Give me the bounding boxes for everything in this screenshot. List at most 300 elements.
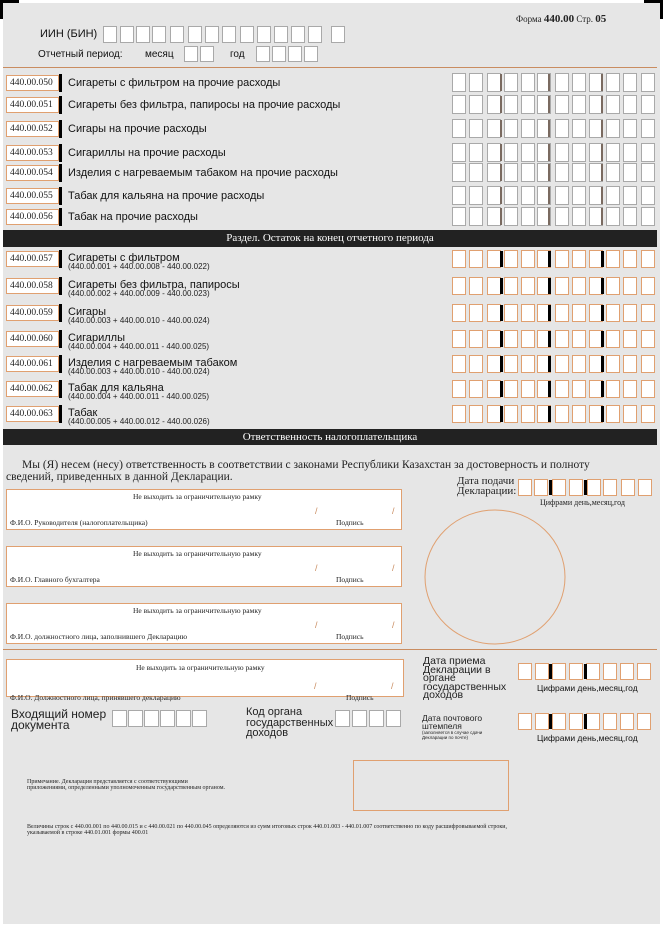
code-bar bbox=[59, 96, 62, 114]
amount-cell[interactable] bbox=[521, 330, 535, 348]
date-cell[interactable] bbox=[638, 479, 652, 496]
amount-cell[interactable] bbox=[521, 250, 535, 268]
line-formula: (440.00.004 + 440.00.011 - 440.00.025) bbox=[68, 342, 210, 351]
period-label: Отчетный период: bbox=[38, 49, 123, 60]
iin-cell[interactable] bbox=[257, 26, 271, 43]
iin-cell[interactable] bbox=[103, 26, 117, 43]
iin-cell[interactable] bbox=[136, 26, 150, 43]
date-separator bbox=[549, 664, 552, 679]
amount-cell[interactable] bbox=[606, 304, 620, 322]
amount-cell[interactable] bbox=[623, 304, 637, 322]
amount-cell[interactable] bbox=[623, 380, 637, 398]
incoming-cell[interactable] bbox=[176, 710, 191, 727]
amount-cell[interactable] bbox=[606, 73, 620, 92]
amount-cell[interactable] bbox=[469, 163, 483, 182]
incoming-cell[interactable] bbox=[160, 710, 175, 727]
amount-cell[interactable] bbox=[504, 186, 518, 205]
amount-cell[interactable] bbox=[641, 380, 655, 398]
amount-cell[interactable] bbox=[623, 405, 637, 423]
frame-hint: Не выходить за ограничительную рамку bbox=[133, 606, 262, 615]
thousands-separator bbox=[500, 406, 503, 422]
label-line: доходов bbox=[423, 689, 464, 702]
date-cell[interactable] bbox=[518, 479, 532, 496]
amount-cell[interactable] bbox=[623, 163, 637, 182]
slash-mark: / bbox=[315, 506, 318, 516]
amount-cell[interactable] bbox=[555, 143, 569, 162]
responsibility-text-2: сведений, приведенных в данной Декларации. bbox=[6, 471, 233, 483]
iin-cell[interactable] bbox=[205, 26, 219, 43]
date-cell[interactable] bbox=[637, 713, 651, 730]
amount-cell[interactable] bbox=[487, 73, 501, 92]
amount-cell[interactable] bbox=[555, 73, 569, 92]
signature-label: Подпись bbox=[336, 575, 364, 584]
amount-cell[interactable] bbox=[641, 163, 655, 182]
line-code: 440.00.053 bbox=[6, 145, 59, 161]
amount-cell[interactable] bbox=[469, 143, 483, 162]
amount-cell[interactable] bbox=[452, 95, 466, 114]
amount-cell[interactable] bbox=[572, 186, 586, 205]
authority-code-cell[interactable] bbox=[352, 710, 367, 727]
thousands-separator bbox=[500, 305, 503, 321]
thousands-separator bbox=[548, 96, 550, 113]
amount-cell[interactable] bbox=[469, 304, 483, 322]
amount-cell[interactable] bbox=[452, 119, 466, 138]
label-line: (заполняется в случае сдачи bbox=[422, 730, 483, 735]
thousands-separator bbox=[500, 356, 503, 372]
amount-cell[interactable] bbox=[572, 355, 586, 373]
line-label: Табак bbox=[68, 407, 98, 419]
section-responsibility-title: Ответственность налогоплательщика bbox=[3, 429, 657, 445]
footer-rule bbox=[27, 824, 507, 836]
amount-cell[interactable] bbox=[469, 73, 483, 92]
amount-cell[interactable] bbox=[641, 186, 655, 205]
date-cell[interactable] bbox=[569, 663, 583, 680]
date-cell[interactable] bbox=[518, 713, 532, 730]
amount-cell[interactable] bbox=[572, 405, 586, 423]
date-cell[interactable] bbox=[603, 479, 617, 496]
amount-cell[interactable] bbox=[606, 380, 620, 398]
line-code: 440.00.051 bbox=[6, 97, 59, 113]
amount-cell[interactable] bbox=[555, 277, 569, 295]
amount-cell[interactable] bbox=[469, 95, 483, 114]
footer-note-line2: приложениями, определенными уполномоченным государственным органом. bbox=[27, 785, 226, 791]
thousands-separator bbox=[548, 356, 551, 372]
amount-cell[interactable] bbox=[521, 380, 535, 398]
amount-cell[interactable] bbox=[623, 95, 637, 114]
thousands-separator bbox=[548, 164, 550, 181]
amount-cell[interactable] bbox=[555, 355, 569, 373]
year-cell[interactable] bbox=[256, 46, 270, 62]
label-line: документа bbox=[11, 718, 70, 732]
amount-cell[interactable] bbox=[606, 143, 620, 162]
amount-cell[interactable] bbox=[641, 207, 655, 226]
date-cell[interactable] bbox=[552, 713, 566, 730]
amount-cell[interactable] bbox=[572, 73, 586, 92]
frame-hint: Не выходить за ограничительную рамку bbox=[133, 492, 262, 501]
date-cell[interactable] bbox=[534, 479, 548, 496]
amount-cell[interactable] bbox=[452, 355, 466, 373]
date-cell[interactable] bbox=[587, 479, 601, 496]
amount-cell[interactable] bbox=[572, 95, 586, 114]
amount-cell[interactable] bbox=[521, 207, 535, 226]
amount-cell[interactable] bbox=[469, 250, 483, 268]
incoming-cell[interactable] bbox=[128, 710, 143, 727]
amount-cell[interactable] bbox=[469, 119, 483, 138]
amount-cell[interactable] bbox=[504, 163, 518, 182]
date-separator bbox=[584, 480, 587, 495]
iin-cell[interactable] bbox=[308, 26, 322, 43]
amount-cell[interactable] bbox=[504, 119, 518, 138]
thousands-separator bbox=[601, 144, 603, 161]
thousands-separator bbox=[601, 164, 603, 181]
amount-cell[interactable] bbox=[521, 405, 535, 423]
amount-cell[interactable] bbox=[641, 143, 655, 162]
year-cell[interactable] bbox=[304, 46, 318, 62]
line-code: 440.00.055 bbox=[6, 188, 59, 204]
amount-cell[interactable] bbox=[504, 95, 518, 114]
postmark-label bbox=[422, 714, 482, 730]
amount-cell[interactable] bbox=[606, 119, 620, 138]
line-code: 440.00.056 bbox=[6, 209, 59, 225]
date-cell[interactable] bbox=[586, 713, 600, 730]
amount-cell[interactable] bbox=[641, 355, 655, 373]
amount-cell[interactable] bbox=[641, 330, 655, 348]
amount-cell[interactable] bbox=[623, 250, 637, 268]
signature-label: Подпись bbox=[336, 632, 364, 641]
amount-cell[interactable] bbox=[487, 355, 501, 373]
line-label: Табак для кальяна на прочие расходы bbox=[68, 190, 265, 202]
header-divider bbox=[3, 67, 657, 68]
amount-cell[interactable] bbox=[487, 143, 501, 162]
thousands-separator bbox=[548, 406, 551, 422]
amount-cell[interactable] bbox=[521, 186, 535, 205]
amount-cell[interactable] bbox=[487, 119, 501, 138]
slash-mark: / bbox=[392, 620, 395, 630]
label-line: Код органа bbox=[246, 706, 303, 718]
amount-cell[interactable] bbox=[487, 380, 501, 398]
authority-code-cell[interactable] bbox=[369, 710, 384, 727]
year-cell[interactable] bbox=[272, 46, 286, 62]
amount-cell[interactable] bbox=[452, 186, 466, 205]
amount-cell[interactable] bbox=[452, 277, 466, 295]
amount-cell[interactable] bbox=[469, 380, 483, 398]
accept-date-hint: Цифрами день,месяц,год bbox=[537, 683, 638, 693]
authority-code-label bbox=[246, 707, 333, 739]
amount-cell[interactable] bbox=[641, 405, 655, 423]
amount-cell[interactable] bbox=[469, 355, 483, 373]
amount-cell[interactable] bbox=[555, 405, 569, 423]
amount-cell[interactable] bbox=[452, 304, 466, 322]
amount-cell[interactable] bbox=[555, 186, 569, 205]
amount-cell[interactable] bbox=[623, 330, 637, 348]
date-cell[interactable] bbox=[603, 663, 617, 680]
amount-cell[interactable] bbox=[572, 277, 586, 295]
date-cell[interactable] bbox=[518, 663, 532, 680]
filing-date-hint: Цифрами день,месяц,год bbox=[540, 498, 625, 507]
footer-note bbox=[27, 779, 225, 791]
code-bar bbox=[59, 120, 62, 138]
amount-cell[interactable] bbox=[572, 304, 586, 322]
month-label: месяц bbox=[145, 49, 174, 60]
iin-cell[interactable] bbox=[291, 26, 305, 43]
iin-cell[interactable] bbox=[120, 26, 134, 43]
amount-cell[interactable] bbox=[521, 355, 535, 373]
amount-cell[interactable] bbox=[572, 380, 586, 398]
iin-cell[interactable] bbox=[152, 26, 166, 43]
amount-cell[interactable] bbox=[487, 163, 501, 182]
date-cell[interactable] bbox=[569, 479, 583, 496]
line-code: 440.00.060 bbox=[6, 331, 59, 347]
amount-cell[interactable] bbox=[521, 95, 535, 114]
amount-cell[interactable] bbox=[606, 163, 620, 182]
thousands-separator bbox=[548, 305, 551, 321]
amount-cell[interactable] bbox=[452, 163, 466, 182]
amount-cell[interactable] bbox=[487, 207, 501, 226]
amount-cell[interactable] bbox=[487, 405, 501, 423]
thousands-separator bbox=[548, 251, 551, 267]
date-separator bbox=[549, 714, 552, 729]
amount-cell[interactable] bbox=[487, 250, 501, 268]
amount-cell[interactable] bbox=[641, 119, 655, 138]
amount-cell[interactable] bbox=[555, 119, 569, 138]
thousands-separator bbox=[548, 331, 551, 347]
amount-cell[interactable] bbox=[504, 250, 518, 268]
amount-cell[interactable] bbox=[521, 73, 535, 92]
amount-cell[interactable] bbox=[555, 163, 569, 182]
amount-cell[interactable] bbox=[504, 143, 518, 162]
date-separator bbox=[584, 714, 587, 729]
amount-cell[interactable] bbox=[572, 119, 586, 138]
iin-cell[interactable] bbox=[188, 26, 202, 43]
incoming-cell[interactable] bbox=[112, 710, 127, 727]
amount-cell[interactable] bbox=[504, 380, 518, 398]
amount-cell[interactable] bbox=[452, 405, 466, 423]
date-cell[interactable] bbox=[535, 713, 549, 730]
thousands-separator bbox=[500, 381, 503, 397]
slash-mark: / bbox=[392, 563, 395, 573]
amount-cell[interactable] bbox=[606, 207, 620, 226]
amount-cell[interactable] bbox=[504, 405, 518, 423]
code-bar bbox=[59, 330, 62, 348]
amount-cell[interactable] bbox=[606, 405, 620, 423]
amount-cell[interactable] bbox=[606, 330, 620, 348]
label-line: государственных bbox=[423, 680, 507, 693]
date-cell[interactable] bbox=[569, 713, 583, 730]
amount-cell[interactable] bbox=[572, 207, 586, 226]
signature-label: Подпись bbox=[336, 518, 364, 527]
label-line: штемпеля bbox=[422, 721, 462, 731]
iin-cell[interactable] bbox=[331, 26, 345, 43]
month-cell[interactable] bbox=[200, 46, 214, 62]
code-bar bbox=[59, 355, 62, 373]
iin-cell[interactable] bbox=[170, 26, 184, 43]
line-code: 440.00.063 bbox=[6, 406, 59, 422]
line-label: Табак на прочие расходы bbox=[68, 211, 198, 223]
line-label: Сигареты с фильтром на прочие расходы bbox=[68, 77, 281, 89]
frame-hint: Не выходить за ограничительную рамку bbox=[133, 549, 262, 558]
amount-cell[interactable] bbox=[606, 277, 620, 295]
amount-cell[interactable] bbox=[606, 355, 620, 373]
amount-cell[interactable] bbox=[555, 95, 569, 114]
date-separator bbox=[584, 664, 587, 679]
amount-cell[interactable] bbox=[623, 277, 637, 295]
amount-cell[interactable] bbox=[641, 95, 655, 114]
postmark-note bbox=[422, 731, 482, 740]
amount-cell[interactable] bbox=[487, 277, 501, 295]
amount-cell[interactable] bbox=[504, 277, 518, 295]
thousands-separator bbox=[500, 164, 502, 181]
amount-cell[interactable] bbox=[504, 73, 518, 92]
amount-cell[interactable] bbox=[606, 250, 620, 268]
thousands-separator bbox=[601, 356, 604, 372]
amount-cell[interactable] bbox=[521, 163, 535, 182]
line-formula: (440.00.003 + 440.00.010 - 440.00.024) bbox=[68, 367, 210, 376]
amount-cell[interactable] bbox=[469, 277, 483, 295]
amount-cell[interactable] bbox=[487, 95, 501, 114]
amount-cell[interactable] bbox=[469, 330, 483, 348]
thousands-separator bbox=[500, 96, 502, 113]
line-formula: (440.00.003 + 440.00.010 - 440.00.024) bbox=[68, 316, 210, 325]
amount-cell[interactable] bbox=[623, 143, 637, 162]
iin-cell[interactable] bbox=[240, 26, 254, 43]
amount-cell[interactable] bbox=[487, 330, 501, 348]
amount-cell[interactable] bbox=[572, 250, 586, 268]
amount-cell[interactable] bbox=[555, 380, 569, 398]
amount-cell[interactable] bbox=[572, 163, 586, 182]
thousands-separator bbox=[548, 120, 550, 137]
code-bar bbox=[59, 380, 62, 398]
amount-cell[interactable] bbox=[452, 73, 466, 92]
authority-code-cell[interactable] bbox=[335, 710, 350, 727]
amount-cell[interactable] bbox=[487, 304, 501, 322]
iin-cell[interactable] bbox=[222, 26, 236, 43]
authority-slash-1: / bbox=[314, 681, 317, 691]
thousands-separator bbox=[601, 208, 603, 225]
stamp-circle bbox=[422, 507, 568, 647]
slash-mark: / bbox=[315, 620, 318, 630]
form-header bbox=[516, 13, 606, 25]
thousands-separator bbox=[548, 278, 551, 294]
thousands-separator bbox=[548, 74, 550, 91]
amount-cell[interactable] bbox=[623, 73, 637, 92]
authority-frame-hint: Не выходить за ограничительную рамку bbox=[136, 663, 265, 672]
amount-cell[interactable] bbox=[504, 355, 518, 373]
date-cell[interactable] bbox=[603, 713, 617, 730]
amount-cell[interactable] bbox=[452, 143, 466, 162]
code-bar bbox=[59, 187, 62, 205]
amount-cell[interactable] bbox=[641, 304, 655, 322]
thousands-separator bbox=[500, 120, 502, 137]
thousands-separator bbox=[500, 208, 502, 225]
amount-cell[interactable] bbox=[555, 250, 569, 268]
date-cell[interactable] bbox=[621, 479, 635, 496]
line-label: Сигары на прочие расходы bbox=[68, 123, 207, 135]
amount-cell[interactable] bbox=[504, 330, 518, 348]
line-formula: (440.00.005 + 440.00.012 - 440.00.026) bbox=[68, 417, 210, 426]
filing-date-label-line2: Декларации: bbox=[457, 485, 517, 497]
incoming-cell[interactable] bbox=[192, 710, 207, 727]
label-line: органе bbox=[423, 672, 456, 685]
incoming-cell[interactable] bbox=[144, 710, 159, 727]
amount-cell[interactable] bbox=[469, 186, 483, 205]
amount-cell[interactable] bbox=[469, 405, 483, 423]
amount-cell[interactable] bbox=[555, 304, 569, 322]
amount-cell[interactable] bbox=[641, 250, 655, 268]
amount-cell[interactable] bbox=[487, 186, 501, 205]
code-bar bbox=[59, 144, 62, 162]
thousands-separator bbox=[500, 74, 502, 91]
line-formula: (440.00.004 + 440.00.011 - 440.00.025) bbox=[68, 392, 210, 401]
line-code: 440.00.061 bbox=[6, 356, 59, 372]
amount-cell[interactable] bbox=[555, 330, 569, 348]
signer-name-label: Ф.И.О. должностного лица, заполнившего Декларацию bbox=[10, 632, 188, 641]
authority-code-cell[interactable] bbox=[386, 710, 401, 727]
thousands-separator bbox=[601, 331, 604, 347]
amount-cell[interactable] bbox=[623, 119, 637, 138]
form-label: Форма bbox=[516, 14, 542, 24]
thousands-separator bbox=[548, 208, 550, 225]
stamp-box bbox=[353, 760, 509, 811]
amount-cell[interactable] bbox=[504, 304, 518, 322]
date-cell[interactable] bbox=[586, 663, 600, 680]
year-cell[interactable] bbox=[288, 46, 302, 62]
amount-cell[interactable] bbox=[606, 186, 620, 205]
amount-cell[interactable] bbox=[452, 250, 466, 268]
line-code: 440.00.052 bbox=[6, 121, 59, 137]
iin-cell[interactable] bbox=[274, 26, 288, 43]
amount-cell[interactable] bbox=[623, 186, 637, 205]
signer-name-label: Ф.И.О. Главного бухгалтера bbox=[10, 575, 100, 584]
date-cell[interactable] bbox=[535, 663, 549, 680]
amount-cell[interactable] bbox=[521, 119, 535, 138]
amount-cell[interactable] bbox=[641, 277, 655, 295]
label-line: Входящий номер bbox=[11, 707, 107, 721]
amount-cell[interactable] bbox=[452, 330, 466, 348]
amount-cell[interactable] bbox=[452, 380, 466, 398]
authority-slash-2: / bbox=[391, 681, 394, 691]
amount-cell[interactable] bbox=[452, 207, 466, 226]
date-cell[interactable] bbox=[620, 713, 634, 730]
responsibility-text: Мы (Я) несем (несу) ответственность в соответствии с законами Республики Казахстан за достоверность и полноту bbox=[22, 459, 590, 471]
amount-cell[interactable] bbox=[572, 330, 586, 348]
amount-cell[interactable] bbox=[521, 277, 535, 295]
date-cell[interactable] bbox=[552, 479, 566, 496]
amount-cell[interactable] bbox=[572, 143, 586, 162]
authority-divider bbox=[3, 649, 657, 650]
line-label: Табак для кальяна bbox=[68, 382, 164, 394]
thousands-separator bbox=[601, 96, 603, 113]
amount-cell[interactable] bbox=[641, 73, 655, 92]
amount-cell[interactable] bbox=[521, 143, 535, 162]
amount-cell[interactable] bbox=[623, 207, 637, 226]
amount-cell[interactable] bbox=[521, 304, 535, 322]
footer-rule-line1: Величины строк с 440.00.001 по 440.00.015 и с 440.00.021 по 440.00.045 определяются из сумм итоговых строк 440.01.003 - 440.01.007 соответственно по коду расшифровываемой строки, bbox=[27, 824, 507, 830]
code-bar bbox=[59, 405, 62, 423]
thousands-separator bbox=[500, 144, 502, 161]
line-formula: (440.00.002 + 440.00.009 - 440.00.023) bbox=[68, 289, 210, 298]
amount-cell[interactable] bbox=[555, 207, 569, 226]
amount-cell[interactable] bbox=[469, 207, 483, 226]
date-cell[interactable] bbox=[637, 663, 651, 680]
amount-cell[interactable] bbox=[606, 95, 620, 114]
date-cell[interactable] bbox=[552, 663, 566, 680]
amount-cell[interactable] bbox=[504, 207, 518, 226]
line-code: 440.00.057 bbox=[6, 251, 59, 267]
date-cell[interactable] bbox=[620, 663, 634, 680]
month-cell[interactable] bbox=[184, 46, 198, 62]
form-number: 440.00 bbox=[543, 13, 575, 25]
amount-cell[interactable] bbox=[623, 355, 637, 373]
